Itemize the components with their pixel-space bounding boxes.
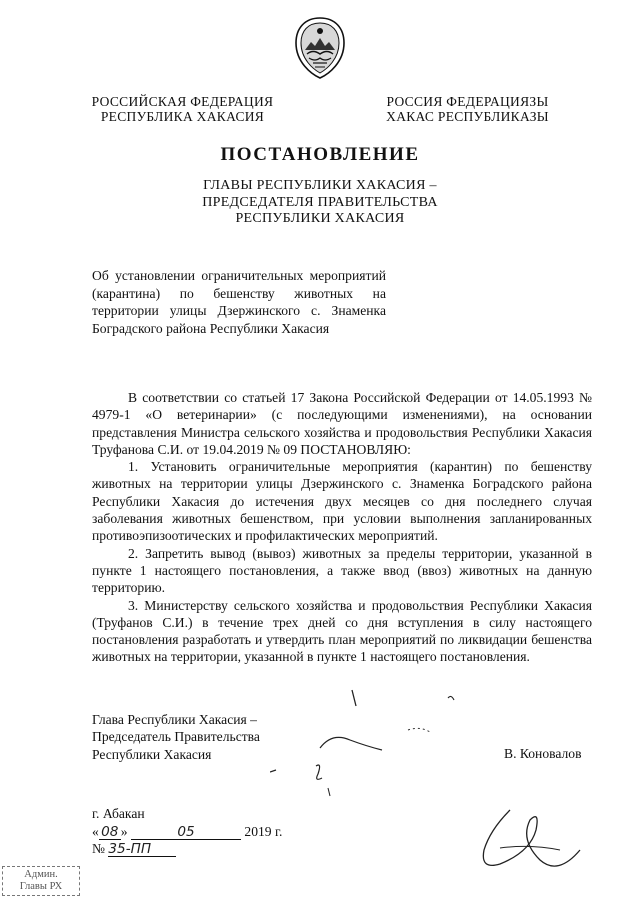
document-subtitle — [170, 178, 470, 228]
subject-text: Об установлении ограничительных мероприятий (карантина) по бешенству животных на территории улицы Дзержинского с. Знаменка Боградского района Республики Хакасия — [92, 268, 386, 336]
subtitle-line3: РЕСПУБЛИКИ ХАКАСИЯ — [235, 211, 405, 226]
signatory-title — [92, 711, 260, 763]
signatory-title-line2: Председатель Правительства — [92, 729, 260, 745]
handwritten-signature — [270, 670, 480, 800]
document-subject — [92, 267, 386, 337]
place-of-issue: г. Абакан — [92, 806, 145, 821]
header-right-line2: ХАКАС РЕСПУБЛИКАЗЫ — [386, 109, 549, 124]
issue-date — [92, 824, 282, 840]
header-left-line1: РОССИЙСКАЯ ФЕДЕРАЦИЯ — [91, 94, 274, 109]
registration-stamp — [2, 866, 80, 896]
handwritten-initials — [470, 790, 600, 890]
coat-of-arms-emblem-icon — [293, 16, 347, 80]
header-right — [370, 94, 565, 124]
date-close-quote: » — [120, 824, 128, 839]
signatory-title-line3: Республики Хакасия — [92, 746, 212, 762]
header-left — [80, 94, 285, 124]
subtitle-line2: ПРЕДСЕДАТЕЛЯ ПРАВИТЕЛЬСТВА — [202, 194, 438, 210]
signatory-name: В. Коновалов — [504, 746, 582, 761]
stamp-line2: Главы РХ — [19, 881, 63, 892]
signatory-title-line1: Глава Республики Хакасия – — [92, 712, 257, 727]
number-value: 35-ПП — [108, 841, 176, 857]
body-intro: В соответствии со статьей 17 Закона Российской Федерации от 14.05.1993 № 4979-1 «О ветеринарии» (с последующими изменениями), на основании представления Министра сельского хозяйства и продовольствия Республики Хакасия Труфанова С.И. от 19.04.2019 № 09 ПОСТАНОВЛЯЮ: — [92, 390, 592, 457]
subtitle-line1: ГЛАВЫ РЕСПУБЛИКИ ХАКАСИЯ – — [203, 178, 437, 193]
header-right-line1: РОССИЯ ФЕДЕРАЦИЯЗЫ — [386, 94, 549, 109]
date-year: 2019 г. — [244, 824, 283, 839]
number-label: № — [92, 841, 105, 856]
date-month: 05 — [131, 824, 241, 840]
document-body — [92, 389, 592, 666]
date-open-quote: « — [92, 824, 99, 839]
document-title: ПОСТАНОВЛЕНИЕ — [220, 144, 420, 165]
body-item-2: 2. Запретить вывод (вывоз) животных за пределы территории, указанной в пункте 1 настоящего постановления, а также ввод (ввоз) животных на данную территорию. — [92, 545, 592, 596]
body-item-1: 1. Установить ограничительные мероприятия (карантин) по бешенству животных на территории улицы Дзержинского с. Знаменка Боградского района Республики Хакасия до истечения двух месяцев со дня последнего случая заболевания животных бешенством, при условии выполнения запланированных противоэпизоотических и профилактических мероприятий. — [92, 459, 592, 544]
stamp-line1: Админ. — [24, 869, 58, 880]
date-day: 08 — [99, 824, 121, 840]
header-left-line2: РЕСПУБЛИКА ХАКАСИЯ — [100, 109, 265, 124]
document-number — [92, 841, 176, 857]
body-item-3: 3. Министерству сельского хозяйства и продовольствия Республики Хакасия (Труфанов С.И.) в течение трех дней со дня вступления в силу настоящего постановления разработать и утвердить план мероприятий по ликвидации бешенства животных на территории, указанной в пункте 1 настоящего постановления. — [92, 597, 592, 665]
